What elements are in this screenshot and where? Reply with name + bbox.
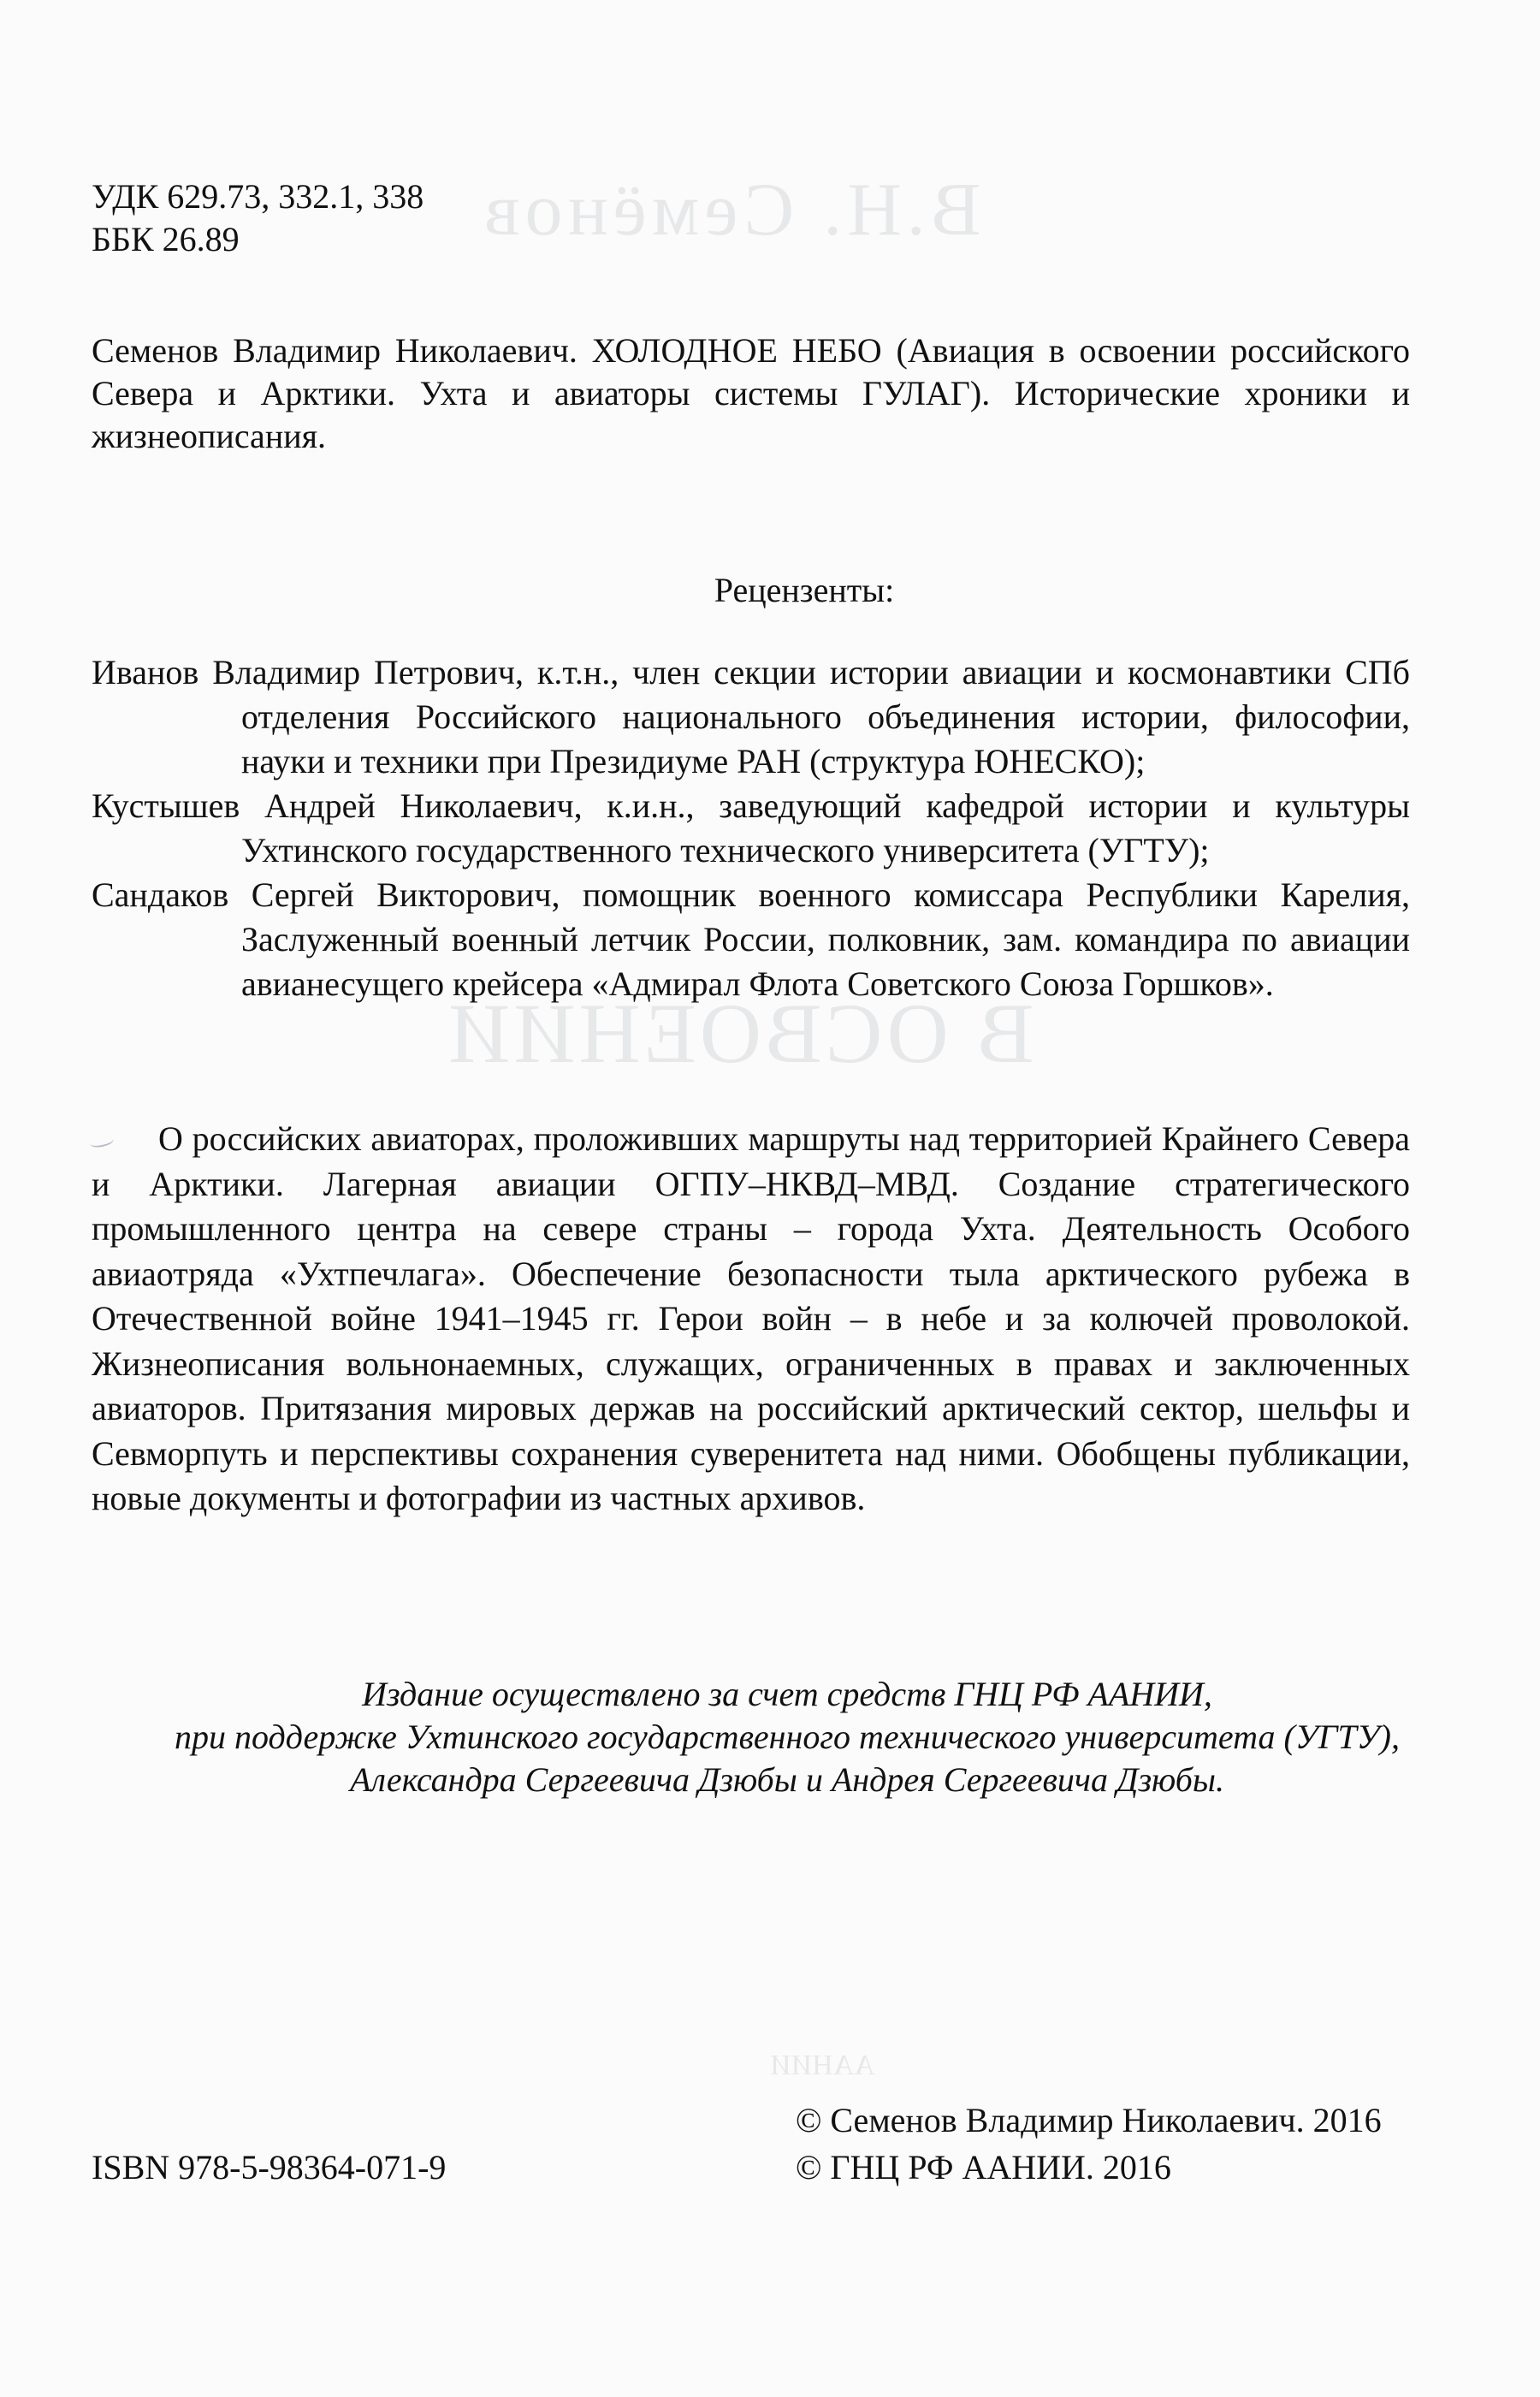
- copyright-notices: [796, 2097, 1382, 2191]
- isbn: ISBN 978-5-98364-071-9: [92, 2148, 447, 2186]
- show-through-artifact: ААНИИ: [770, 2050, 875, 2081]
- udk-code: УДК 629.73, 332.1, 338: [92, 177, 424, 216]
- sponsor-line: Издание осуществлено за счет средств ГНЦ РФ ААНИИ,: [362, 1675, 1212, 1713]
- classification-codes: [92, 175, 424, 261]
- reviewers-list: [92, 650, 1410, 1006]
- sponsor-line: при поддержке Ухтинского государственного технического университета (УГТУ),: [175, 1718, 1400, 1756]
- abstract: О российских авиаторах, проложивших маршруты над территорией Крайнего Севера и Арктики. Лагерная авиации ОГПУ–НКВД–МВД. Создание стратегического промышленного центра на севере страны – города Ухта. Деятельность Особого авиаотряда «Ухтпечлага». Обеспечение безопасности тыла арктического рубежа в Отечественной войне 1941–1945 гг. Герои войн – в небе и за колючей проволокой. Жизнеописания вольнонаемных, служащих, ограниченных в правах и заключенных авиаторов. Притязания мировых держав на российский арктический сектор, шельфы и Севморпуть и перспективы сохранения суверенитета над ними. Обобщены публикации, новые документы и фотографии из частных архивов.: [92, 1119, 1410, 1517]
- copyright-line: © ГНЦ РФ ААНИИ. 2016: [796, 2148, 1171, 2186]
- reviewers-heading: Рецензенты:: [714, 571, 895, 609]
- copyright-line: © Семенов Владимир Николаевич. 2016: [796, 2101, 1382, 2139]
- show-through-artifact: В.Н. Семёнов: [479, 169, 981, 252]
- bibliographic-entry: Семенов Владимир Николаевич. ХОЛОДНОЕ НЕБО (Авиация в освоении российского Севера и Арктики. Ухта и авиаторы системы ГУЛАГ). Исторические хроники и жизнеописания.: [92, 331, 1410, 455]
- reviewer-item: Сандаков Сергей Викторович, помощник военного комиссара Республики Карелия, Заслуженный военный летчик России, полковник, зам. командира по авиации авианесущего крейсера «Адмирал Флота Советского Союза Горшков».: [92, 875, 1410, 1003]
- reviewer-item: Кустышев Андрей Николаевич, к.и.н., заведующий кафедрой истории и культуры Ухтинского государственного технического университета (УГТУ);: [92, 786, 1410, 869]
- sponsor-note: [0, 1673, 1540, 1801]
- sponsor-line: Александра Сергеевича Дзюбы и Андрея Сергеевича Дзюбы.: [350, 1760, 1224, 1799]
- reviewer-item: Иванов Владимир Петрович, к.т.н., член секции истории авиации и космонавтики СПб отделения Российского национального объединения истории, философии, науки и техники при Президиуме РАН (структура ЮНЕСКО);: [92, 653, 1410, 780]
- bbk-code: ББК 26.89: [92, 220, 240, 258]
- show-through-artifact: В ОСВОЕНИИ: [445, 986, 1034, 1081]
